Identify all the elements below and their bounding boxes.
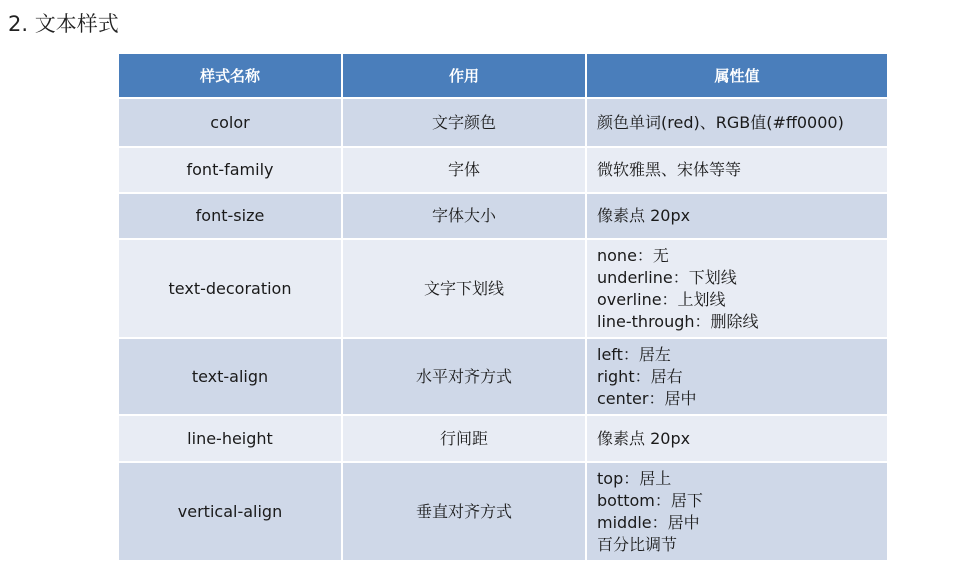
purpose-cell: 字体 <box>342 147 586 193</box>
value-line: bottom：居下 <box>597 490 703 510</box>
purpose-cell: 垂直对齐方式 <box>342 462 586 561</box>
header-style-name: 样式名称 <box>118 53 342 98</box>
values-cell <box>586 98 888 147</box>
section-title: 2. 文本样式 <box>8 12 119 36</box>
value-line: 微软雅黑、宋体等等 <box>597 160 742 179</box>
value-line: left：居左 <box>597 344 671 364</box>
header-purpose: 作用 <box>342 53 586 98</box>
value-line: none：无 <box>597 245 669 265</box>
table-row <box>118 415 888 462</box>
table-row <box>118 239 888 338</box>
value-line: overline：上划线 <box>597 289 726 309</box>
table-row <box>118 98 888 147</box>
purpose-cell: 行间距 <box>342 415 586 462</box>
value-line: 像素点 20px <box>597 206 691 225</box>
value-line: 百分比调节 <box>597 534 678 554</box>
table-row <box>118 462 888 561</box>
value-line: center：居中 <box>597 388 697 408</box>
style-name-cell: vertical-align <box>118 462 342 561</box>
value-line: 颜色单词(red)、RGB值(#ff0000) <box>597 112 844 132</box>
purpose-cell: 文字颜色 <box>342 98 586 147</box>
purpose-cell: 文字下划线 <box>342 239 586 338</box>
value-line: line-through：删除线 <box>597 311 759 331</box>
style-name-cell: font-size <box>118 193 342 239</box>
table-row <box>118 193 888 239</box>
style-name-cell: line-height <box>118 415 342 462</box>
style-name-cell: color <box>118 98 342 147</box>
table-row <box>118 338 888 415</box>
style-name-cell: text-decoration <box>118 239 342 338</box>
purpose-cell: 水平对齐方式 <box>342 338 586 415</box>
values-cell <box>586 462 888 561</box>
table-row <box>118 147 888 193</box>
text-style-table <box>117 52 889 562</box>
purpose-cell: 字体大小 <box>342 193 586 239</box>
value-line: top：居上 <box>597 468 672 488</box>
value-line: middle：居中 <box>597 512 700 532</box>
values-cell <box>586 338 888 415</box>
values-cell <box>586 415 888 462</box>
value-line: right：居右 <box>597 366 683 386</box>
style-name-cell: text-align <box>118 338 342 415</box>
value-line: 像素点 20px <box>597 428 691 448</box>
values-cell <box>586 239 888 338</box>
header-property-values: 属性值 <box>586 53 888 98</box>
values-cell <box>586 193 888 239</box>
style-name-cell: font-family <box>118 147 342 193</box>
value-line: underline：下划线 <box>597 267 737 287</box>
table-header-row <box>118 53 888 98</box>
values-cell <box>586 147 888 193</box>
